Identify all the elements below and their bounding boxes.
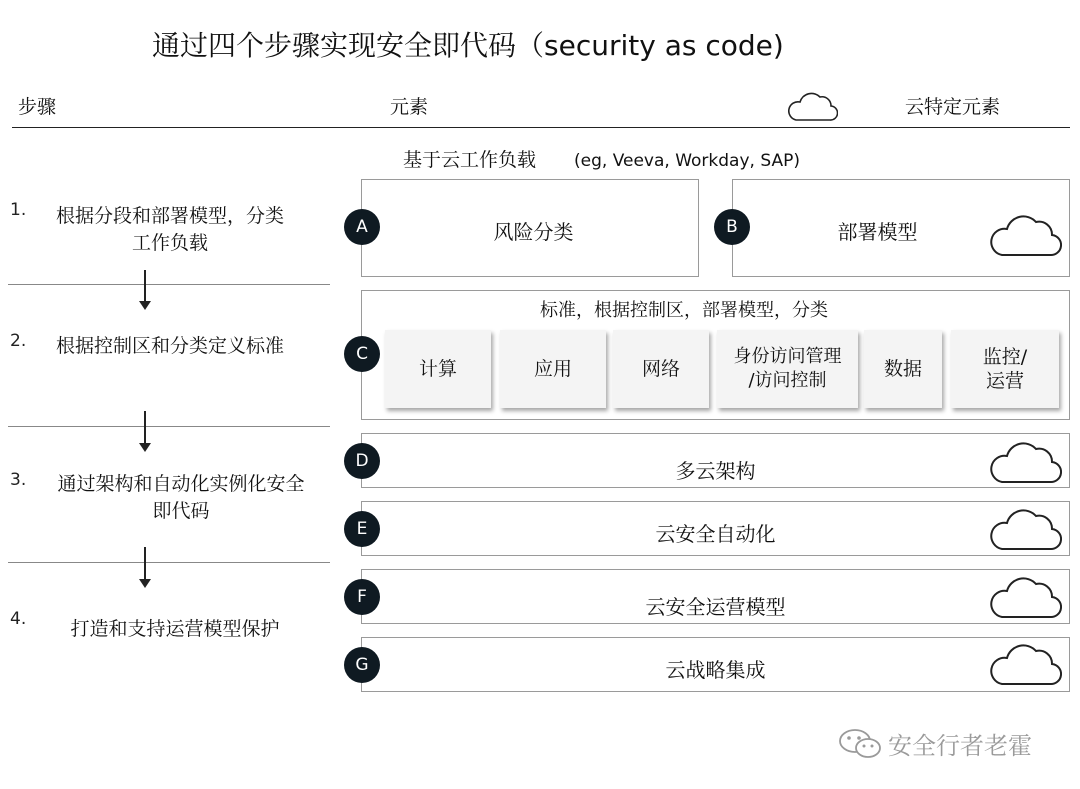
tile-network-label: 网络: [641, 358, 680, 380]
watermark-text: 安全行者老霍: [888, 732, 1032, 760]
element-a-label: 风险分类: [493, 220, 574, 244]
step-4-text: [30, 616, 320, 643]
element-g-label: 云战略集成: [665, 658, 766, 682]
step-1-number: 1.: [10, 200, 27, 220]
element-c-heading: 标准，根据控制区，部署模型，分类: [540, 300, 828, 321]
step-divider-3: [8, 562, 330, 563]
element-d-label: 多云架构: [675, 459, 756, 483]
tile-iam: [717, 330, 858, 408]
step-divider-2: [8, 426, 330, 427]
tile-compute-label: 计算: [418, 358, 457, 380]
workload-heading: [403, 145, 800, 172]
page-title: 通过四个步骤实现安全即代码（security as code): [152, 29, 784, 62]
step-divider-1: [8, 284, 330, 285]
step-2-text: [30, 333, 310, 360]
down-arrow-icon: [144, 411, 146, 444]
cloud-icon: [990, 210, 1062, 258]
step-4-number: 4.: [10, 609, 27, 629]
watermark: [838, 726, 1032, 761]
cloud-icon: [788, 88, 838, 122]
step-1-text: [30, 203, 310, 257]
step-1-line1: 根据分段和部署模型，分类: [55, 205, 284, 227]
tile-monitoring-line1: 监控/: [982, 346, 1028, 368]
workload-examples: (eg, Veeva, Workday, SAP): [574, 151, 800, 171]
step-3-line1: 通过架构和自动化实例化安全: [57, 473, 305, 495]
element-b-label: 部署模型: [837, 220, 918, 244]
tile-compute: [385, 330, 491, 408]
tile-data: [864, 330, 942, 408]
badge-e: E: [344, 511, 380, 547]
badge-d: D: [344, 443, 380, 479]
badge-a: A: [344, 209, 380, 245]
tile-application: [500, 330, 606, 408]
cloud-icon: [990, 572, 1062, 620]
header-steps: 步骤: [18, 96, 57, 118]
element-f-label: 云安全运营模型: [645, 595, 786, 619]
workload-label: 基于云工作负载: [403, 149, 537, 171]
wechat-icon: [838, 728, 882, 760]
badge-c: C: [344, 336, 380, 372]
tile-iam-line2: /访问控制: [748, 370, 827, 391]
down-arrow-icon: [144, 547, 146, 580]
badge-f: F: [344, 579, 380, 615]
cloud-icon: [990, 437, 1062, 485]
step-4-line1: 打造和支持运营模型保护: [70, 618, 280, 640]
down-arrow-icon: [144, 270, 146, 302]
tile-application-label: 应用: [533, 358, 572, 380]
badge-b: B: [714, 209, 750, 245]
badge-g: G: [344, 647, 380, 683]
cloud-icon: [990, 504, 1062, 552]
header-elements: 元素: [390, 96, 429, 118]
cloud-icon: [990, 639, 1062, 687]
step-1-line2: 工作负载: [131, 232, 208, 254]
step-2-number: 2.: [10, 331, 27, 351]
step-3-number: 3.: [10, 470, 27, 490]
tile-monitoring: [951, 330, 1059, 408]
step-3-line2: 即代码: [152, 500, 210, 522]
tile-monitoring-line2: 运营: [985, 370, 1024, 392]
tile-data-label: 数据: [883, 358, 922, 380]
step-3-text: [36, 471, 326, 525]
header-cloud-specific: 云特定元素: [905, 96, 1001, 118]
header-divider: [12, 127, 1070, 128]
step-2-line1: 根据控制区和分类定义标准: [55, 335, 284, 357]
element-e-label: 云安全自动化: [655, 522, 776, 546]
tile-iam-line1: 身份访问管理: [733, 346, 842, 367]
tile-network: [613, 330, 709, 408]
